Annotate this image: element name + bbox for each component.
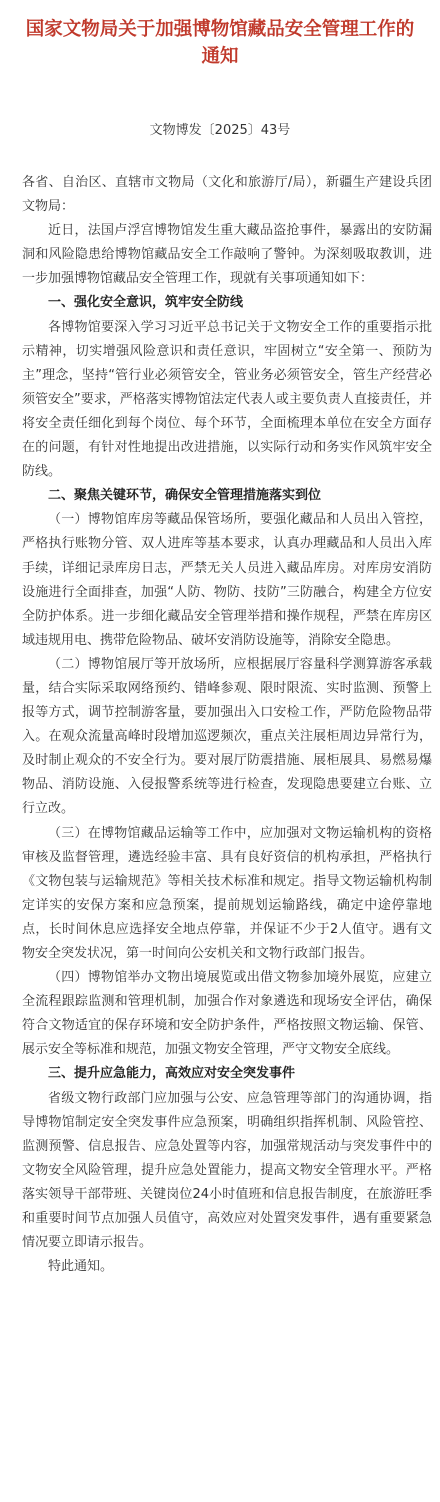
section-2-paragraph-4: （四）博物馆举办文物出境展览或出借文物参加境外展览，应建立全流程跟踪监测和管理机制，加强合作对象遴选和现场安全评估，确保符合文物适宜的保存环境和安全防护条件，严格按照文物运输、保管、展示安全等标准和规范，加强文物安全管理，严守文物安全底线。 xyxy=(22,970,432,1058)
section-1-paragraph: 各博物馆要深入学习习近平总书记关于文物安全工作的重要指示批示精神，切实增强风险意识和责任意识，牢固树立“安全第一、预防为主”理念，坚持“管行业必须管安全，管业务必须管安全，管生产经营必须管安全”要求，严格落实博物馆法定代表人或主要负责人直接责任，并将安全责任细化到每个岗位、每个环节，全面梳理本单位在安全方面存在的问题，有针对性地提出改进措施，以实际行动和务实作风筑牢安全防线。 xyxy=(22,319,432,480)
title-line-1: 国家文物局关于加强博物馆藏品安全管理工作的 xyxy=(25,19,415,40)
section-2-paragraph-1: （一）博物馆库房等藏品保管场所，要强化藏品和人员出入管控，严格执行账物分管、双人进库等基本要求，认真办理藏品和人员出入库手续，详细记录库房日志，严禁无关人员进入藏品库房。对库房安消防设施进行全面排查，加强“人防、物防、技防”三防融合，构建全方位安全防护体系。进一步细化藏品安全管理举措和操作规程，严禁在库房区域违规用电、携带危险物品、破坏安消防设施等，消除安全隐患。 xyxy=(22,512,432,648)
section-3-paragraph: 省级文物行政部门应加强与公安、应急管理等部门的沟通协调，指导博物馆制定安全突发事件应急预案，明确组织指挥机制、风险管控、监测预警、信息报告、应急处置等内容，加强常规活动与突发事件中的文物安全风险管理，提升应急处置能力，提高文物安全管理水平。严格落实领导干部带班、关键岗位24小时值班和信息报告制度，在旅游旺季和重要时间节点加强人员值守，高效应对处置突发事件，遇有重要紧急情况要立即请示报告。 xyxy=(22,1090,432,1251)
closing-text: 特此通知。 xyxy=(48,1259,114,1275)
title-line-2: 通知 xyxy=(201,46,239,67)
section-2-paragraph-2: （二）博物馆展厅等开放场所，应根据展厅容量科学测算游客承载量，结合实际采取网络预约、错峰参观、限时限流、实时监测、预警上报等方式，调节控制游客量，要加强出入口安检工作，严防危险物品带入。在观众流量高峰时段增加巡逻频次，重点关注展柜周边异常行为，及时制止观众的不安全行为。要对展厅防震措施、展柜展具、易燃易爆物品、消防设施、入侵报警系统等进行检查，发现隐患要建立台账、立行立改。 xyxy=(22,656,432,817)
section-2-paragraph-3: （三）在博物馆藏品运输等工作中，应加强对文物运输机构的资格审核及监督管理，遴选经验丰富、具有良好资信的机构承担，严格执行《文物包装与运输规范》等相关技术标准和规定。指导文物运输机构制定详实的安保方案和应急预案，提前规划运输路线，确定中途停靠地点，长时间休息应选择安全地点停靠，并保证不少于2人值守。遇有文物安全突发状况，第一时间向公安机关和文物行政部门报告。 xyxy=(22,825,432,961)
document-body xyxy=(22,171,432,1279)
section-3-heading: 三、提升应急能力，高效应对安全突发事件 xyxy=(48,1066,296,1082)
intro-paragraph: 近日，法国卢浮宫博物馆发生重大藏品盗抢事件，暴露出的安防漏洞和风险隐患给博物馆藏品安全工作敲响了警钟。为深刻吸取教训，进一步加强博物馆藏品安全管理工作，现就有关事项通知如下： xyxy=(22,223,432,287)
document-number: 文物博发〔2025〕43号 xyxy=(149,123,291,138)
addressee: 各省、自治区、直辖市文物局（文化和旅游厅/局），新疆生产建设兵团文物局： xyxy=(22,175,432,215)
document-title xyxy=(0,16,440,70)
section-1-heading: 一、强化安全意识，筑牢安全防线 xyxy=(48,295,244,311)
section-2-heading: 二、聚焦关键环节，确保安全管理措施落实到位 xyxy=(48,488,322,504)
